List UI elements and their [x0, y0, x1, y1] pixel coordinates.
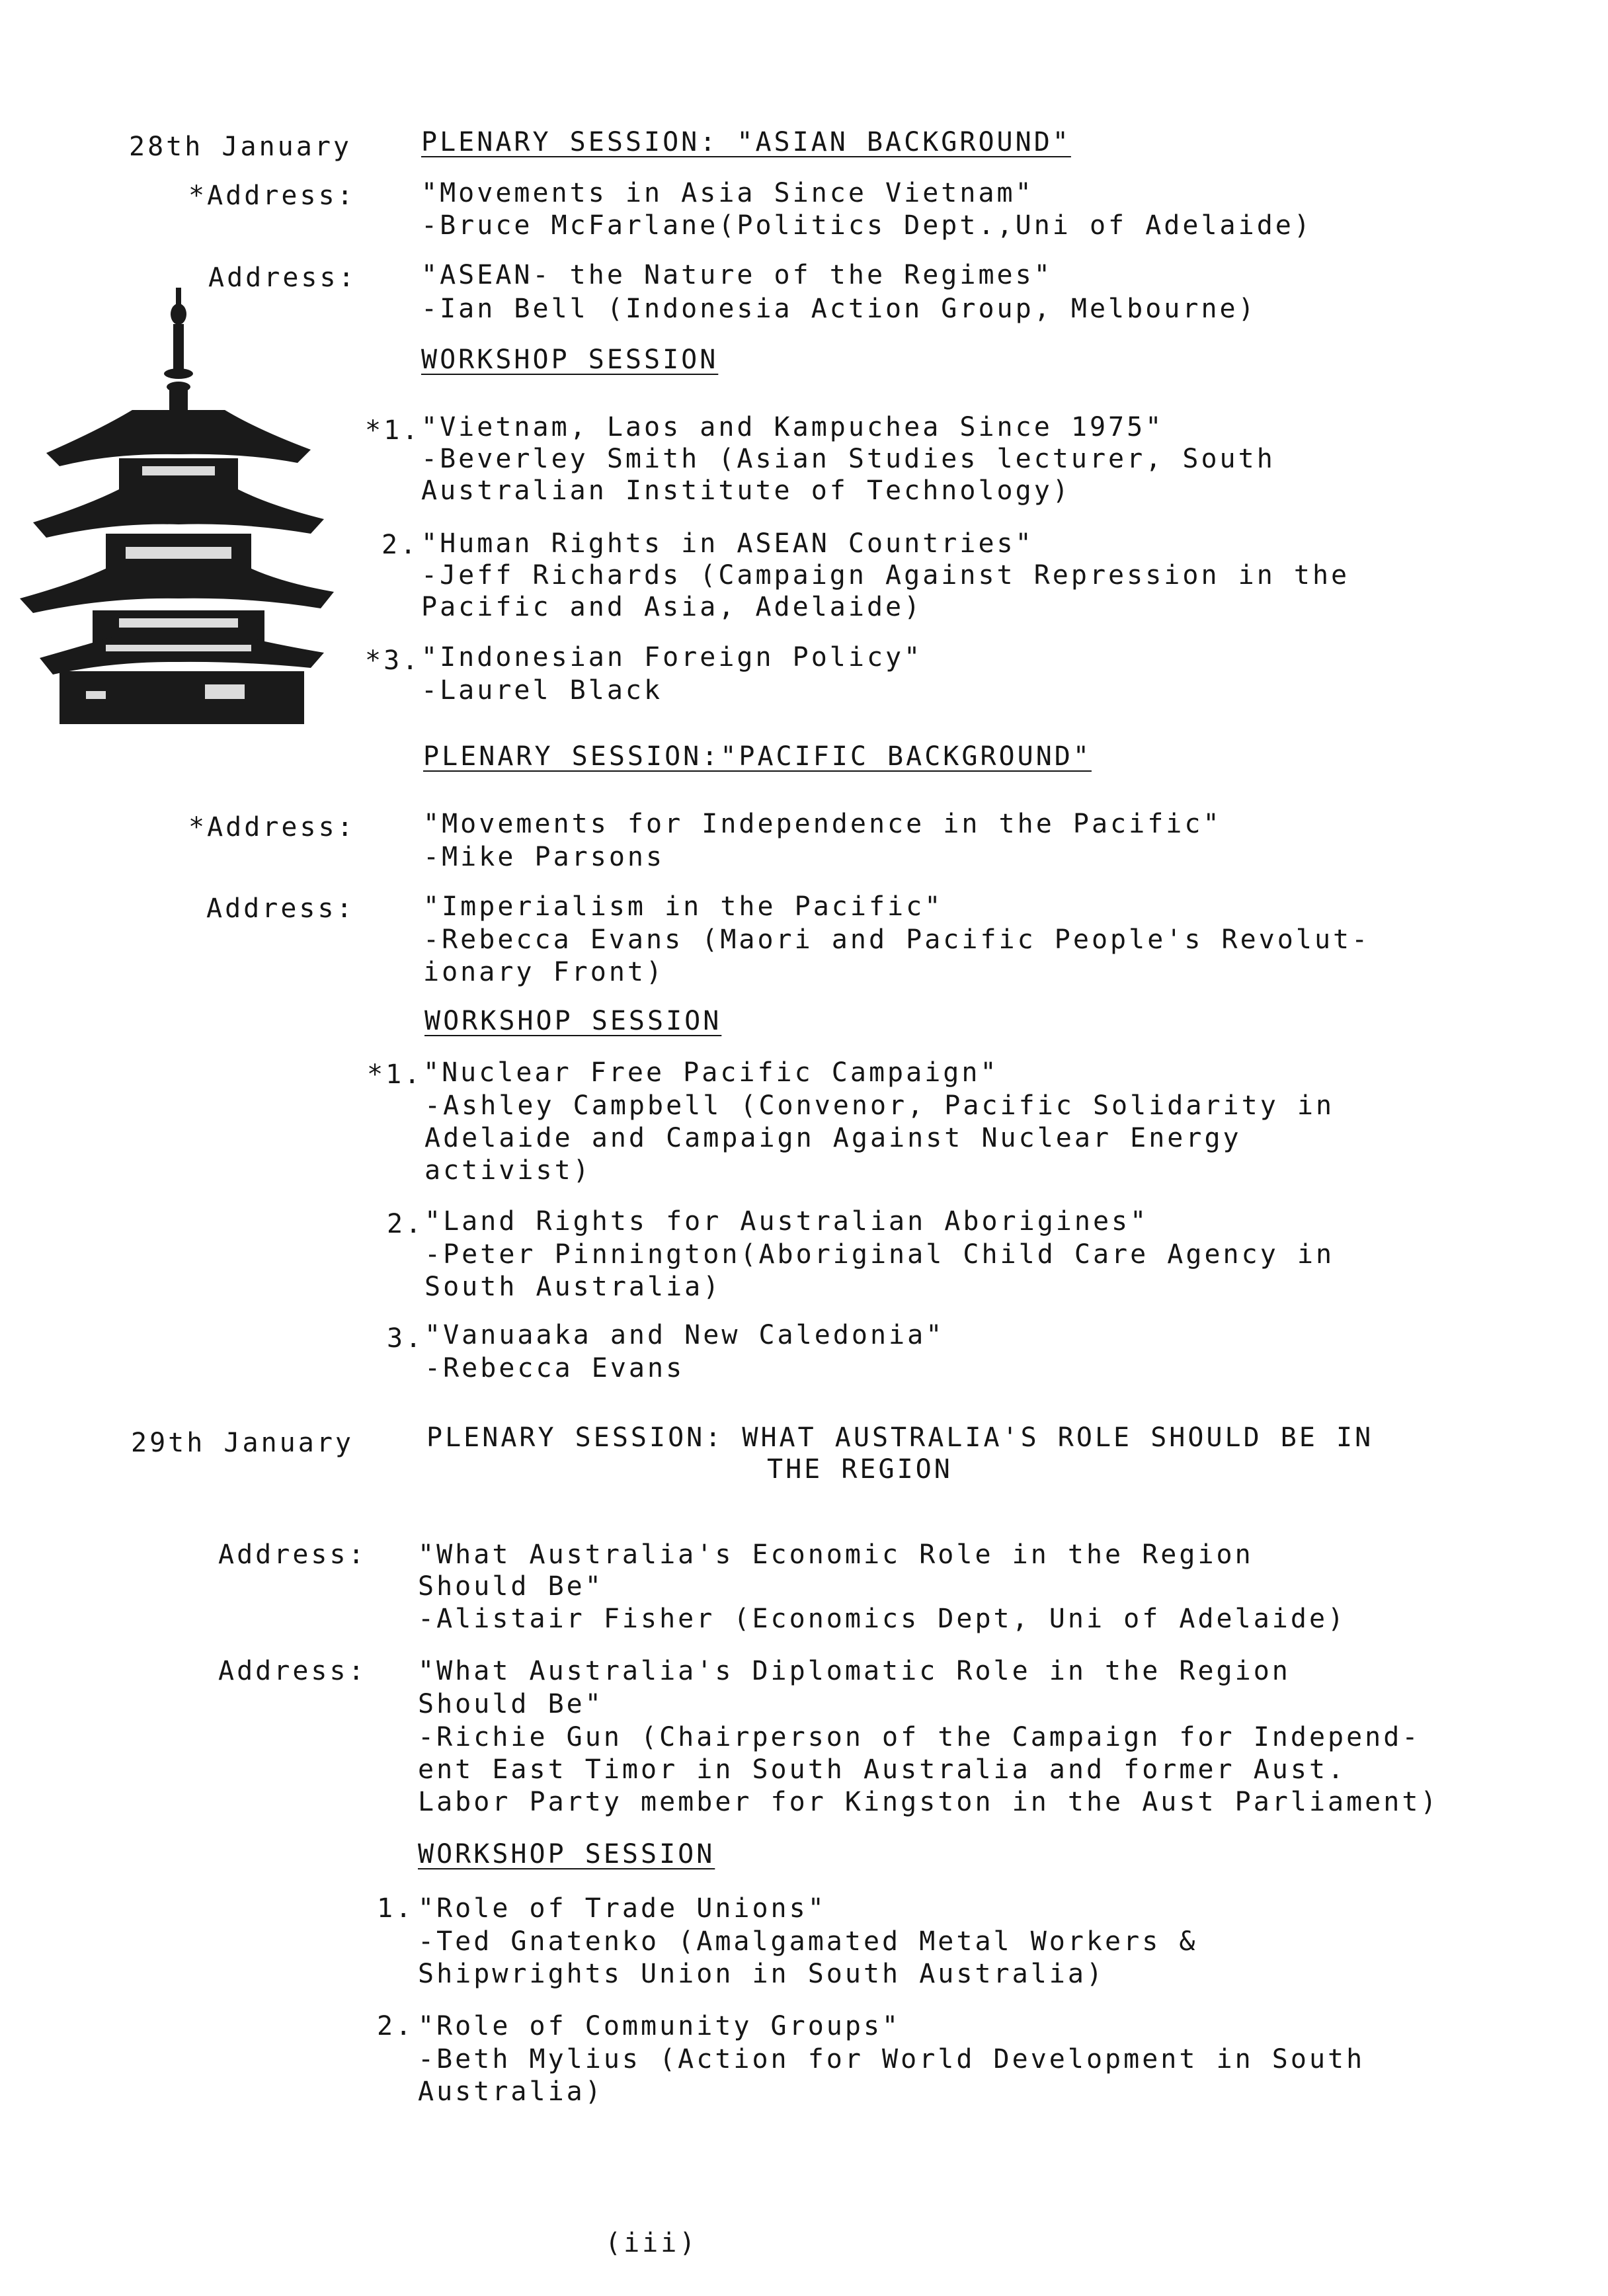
- workshop-speaker: -Beth Mylius (Action for World Development in South: [418, 2044, 1365, 2074]
- workshop-speaker: -Beverley Smith (Asian Studies lecturer, South: [421, 444, 1275, 474]
- workshop-title: "Land Rights for Australian Aborigines": [424, 1206, 1149, 1237]
- workshop-heading: WORKSHOP SESSION: [424, 1006, 722, 1036]
- address-label: *Address:: [188, 181, 356, 211]
- session-heading: PLENARY SESSION:"PACIFIC BACKGROUND": [423, 741, 1092, 772]
- workshop-number: 1.: [377, 1893, 415, 1924]
- address-title: "ASEAN- the Nature of the Regimes": [421, 260, 1053, 290]
- workshop-title: "Indonesian Foreign Policy": [421, 642, 923, 673]
- address-title: Should Be": [418, 1689, 604, 1719]
- workshop-number: *1.: [367, 1059, 423, 1090]
- workshop-speaker: activist): [424, 1155, 592, 1186]
- address-speaker: -Bruce McFarlane(Politics Dept.,Uni of Adelaide): [421, 210, 1312, 241]
- address-speaker: ionary Front): [423, 957, 665, 987]
- address-speaker: ent East Timor in South Australia and former Aust.: [418, 1754, 1347, 1785]
- workshop-speaker: -Ted Gnatenko (Amalgamated Metal Workers &: [418, 1926, 1198, 1957]
- workshop-speaker: Australia): [418, 2076, 604, 2107]
- address-speaker: -Ian Bell (Indonesia Action Group, Melbourne): [421, 294, 1257, 324]
- workshop-speaker: Pacific and Asia, Adelaide): [421, 592, 923, 622]
- pagoda-icon: [20, 288, 337, 724]
- address-title: "Imperialism in the Pacific": [423, 891, 944, 922]
- address-label: Address:: [218, 1656, 367, 1686]
- workshop-speaker: Adelaide and Campaign Against Nuclear Energy: [424, 1123, 1242, 1153]
- address-speaker: -Alistair Fisher (Economics Dept, Uni of Adelaide): [418, 1604, 1347, 1634]
- workshop-number: 2.: [382, 530, 419, 560]
- workshop-speaker: -Laurel Black: [421, 675, 663, 706]
- workshop-number: 2.: [387, 1209, 424, 1239]
- workshop-title: "Human Rights in ASEAN Countries": [421, 528, 1034, 559]
- address-speaker: -Mike Parsons: [423, 842, 665, 872]
- workshop-speaker: Australian Institute of Technology): [421, 475, 1071, 506]
- workshop-speaker: Shipwrights Union in South Australia): [418, 1959, 1106, 1989]
- workshop-speaker: -Rebecca Evans: [424, 1353, 685, 1383]
- address-label: Address:: [206, 893, 355, 924]
- page-number: (iii): [605, 2228, 698, 2258]
- workshop-number: *1.: [365, 415, 421, 446]
- address-label: *Address:: [188, 812, 356, 842]
- address-label: Address:: [208, 263, 357, 293]
- session-heading: PLENARY SESSION: "ASIAN BACKGROUND": [421, 127, 1071, 157]
- address-title: Should Be": [418, 1571, 604, 1602]
- workshop-number: 2.: [377, 2011, 415, 2041]
- workshop-speaker: -Jeff Richards (Campaign Against Repression in the: [421, 560, 1350, 591]
- workshop-speaker: South Australia): [424, 1272, 722, 1302]
- session-heading: THE REGION: [767, 1454, 953, 1485]
- workshop-number: *3.: [365, 645, 421, 676]
- workshop-title: "Nuclear Free Pacific Campaign": [423, 1057, 999, 1088]
- address-title: "Movements in Asia Since Vietnam": [421, 178, 1034, 208]
- session-heading: PLENARY SESSION: WHAT AUSTRALIA'S ROLE SHOULD BE IN: [426, 1422, 1374, 1453]
- workshop-heading: WORKSHOP SESSION: [418, 1839, 715, 1869]
- workshop-title: "Role of Trade Unions": [418, 1893, 826, 1924]
- workshop-title: "Vietnam, Laos and Kampuchea Since 1975": [421, 412, 1164, 442]
- workshop-heading: WORKSHOP SESSION: [421, 345, 719, 375]
- day-date: 29th January: [131, 1428, 354, 1458]
- workshop-number: 3.: [387, 1323, 424, 1354]
- workshop-title: "Vanuaaka and New Caledonia": [424, 1320, 945, 1350]
- address-title: "What Australia's Economic Role in the Region: [418, 1539, 1254, 1570]
- workshop-title: "Role of Community Groups": [418, 2011, 901, 2041]
- address-title: "Movements for Independence in the Pacific": [423, 809, 1222, 839]
- address-speaker: -Richie Gun (Chairperson of the Campaign for Independ-: [418, 1722, 1421, 1752]
- address-title: "What Australia's Diplomatic Role in the Region: [418, 1656, 1291, 1686]
- workshop-speaker: -Peter Pinnington(Aboriginal Child Care Agency in: [424, 1239, 1335, 1270]
- address-speaker: Labor Party member for Kingston in the Aust Parliament): [418, 1787, 1439, 1817]
- address-label: Address:: [218, 1539, 367, 1570]
- address-speaker: -Rebecca Evans (Maori and Pacific People's Revolut-: [423, 924, 1371, 955]
- workshop-speaker: -Ashley Campbell (Convenor, Pacific Solidarity in: [424, 1090, 1335, 1121]
- day-date: 28th January: [129, 132, 352, 162]
